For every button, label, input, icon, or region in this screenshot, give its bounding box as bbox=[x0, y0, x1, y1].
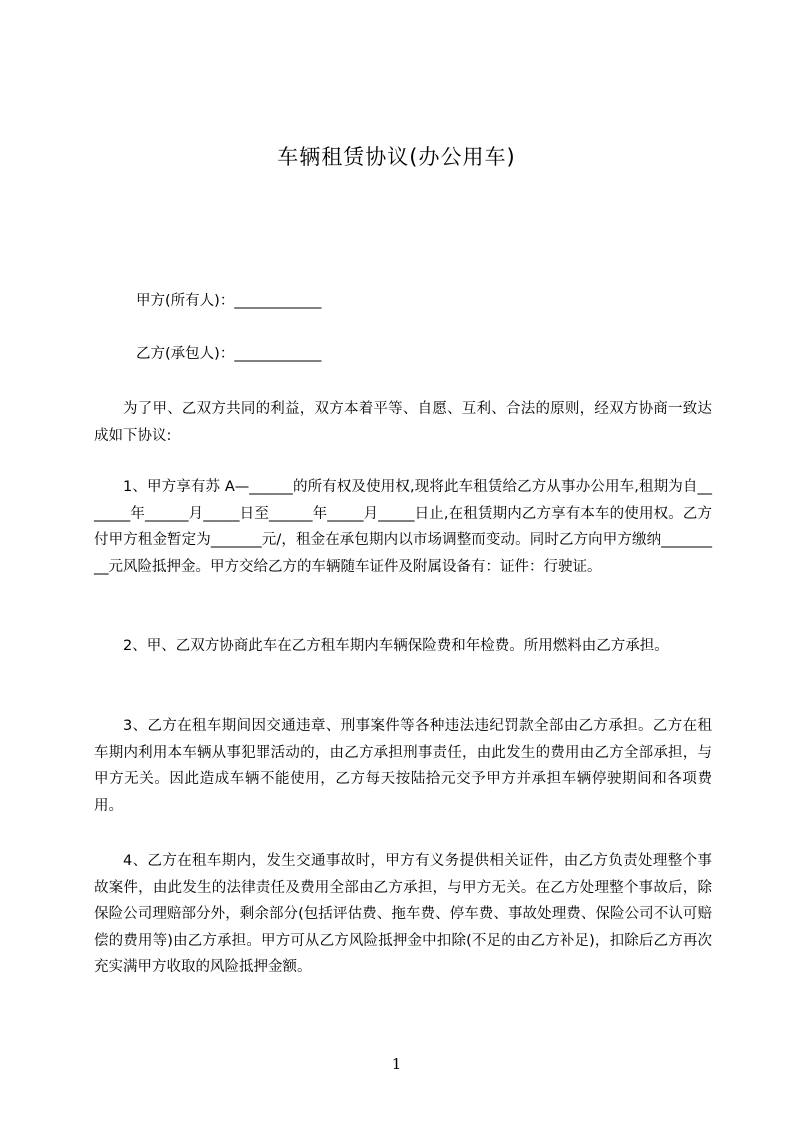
party-a-line: 甲方(所有人)：____________ bbox=[136, 293, 322, 309]
clause-4-paragraph: 4、乙方在租车期内，发生交通事故时，甲方有义务提供相关证件，由乙方负责处理整个事故案件，由此发生的法律责任及费用全部由乙方承担，与甲方无关。在乙方处理整个事故后，除保险公司理赔部分外，剩余部分(包括评估费、拖车费、停车费、事故处理费、保险公司不认可赔偿的费用等)由乙方承担。甲方可从乙方风险抵押金中扣除(不足的由乙方补足)，扣除后乙方再次充实满甲方收取的风险抵押金额。 bbox=[94, 853, 712, 975]
party-b-line: 乙方(承包人)：____________ bbox=[136, 346, 322, 362]
clause-1-paragraph: 1、甲方享有苏 A—______的所有权及使用权,现将此车租赁给乙方从事办公用车,租期为自_______年______月_____日至______年_____月_____日止,在租赁期内乙方享有本车的使用权。乙方付甲方租金暂定为_______元/，租金在承包期内以市场调整而变动。同时乙方向甲方缴纳_________元风险抵押金。甲方交给乙方的车辆随车证件及附属设备有：证件：行驶证。 bbox=[94, 479, 712, 575]
clause-3-paragraph: 3、乙方在租车期间因交通违章、刑事案件等各种违法违纪罚款全部由乙方承担。乙方在租车期内利用本车辆从事犯罪活动的，由乙方承担刑事责任，由此发生的费用由乙方全部承担，与甲方无关。因此造成车辆不能使用，乙方每天按陆拾元交予甲方并承担车辆停驶期间和各项费用。 bbox=[94, 718, 712, 814]
page-number: 1 bbox=[391, 1055, 402, 1073]
document-title: 车辆租赁协议(办公用车) bbox=[277, 145, 516, 169]
clause-2-paragraph: 2、甲、乙双方协商此车在乙方租车期内车辆保险费和年检费。所用燃料由乙方承担。 bbox=[123, 638, 669, 654]
intro-paragraph: 为了甲、乙双方共同的利益，双方本着平等、自愿、互利、合法的原则，经双方协商一致达成如下协议: bbox=[94, 401, 712, 444]
